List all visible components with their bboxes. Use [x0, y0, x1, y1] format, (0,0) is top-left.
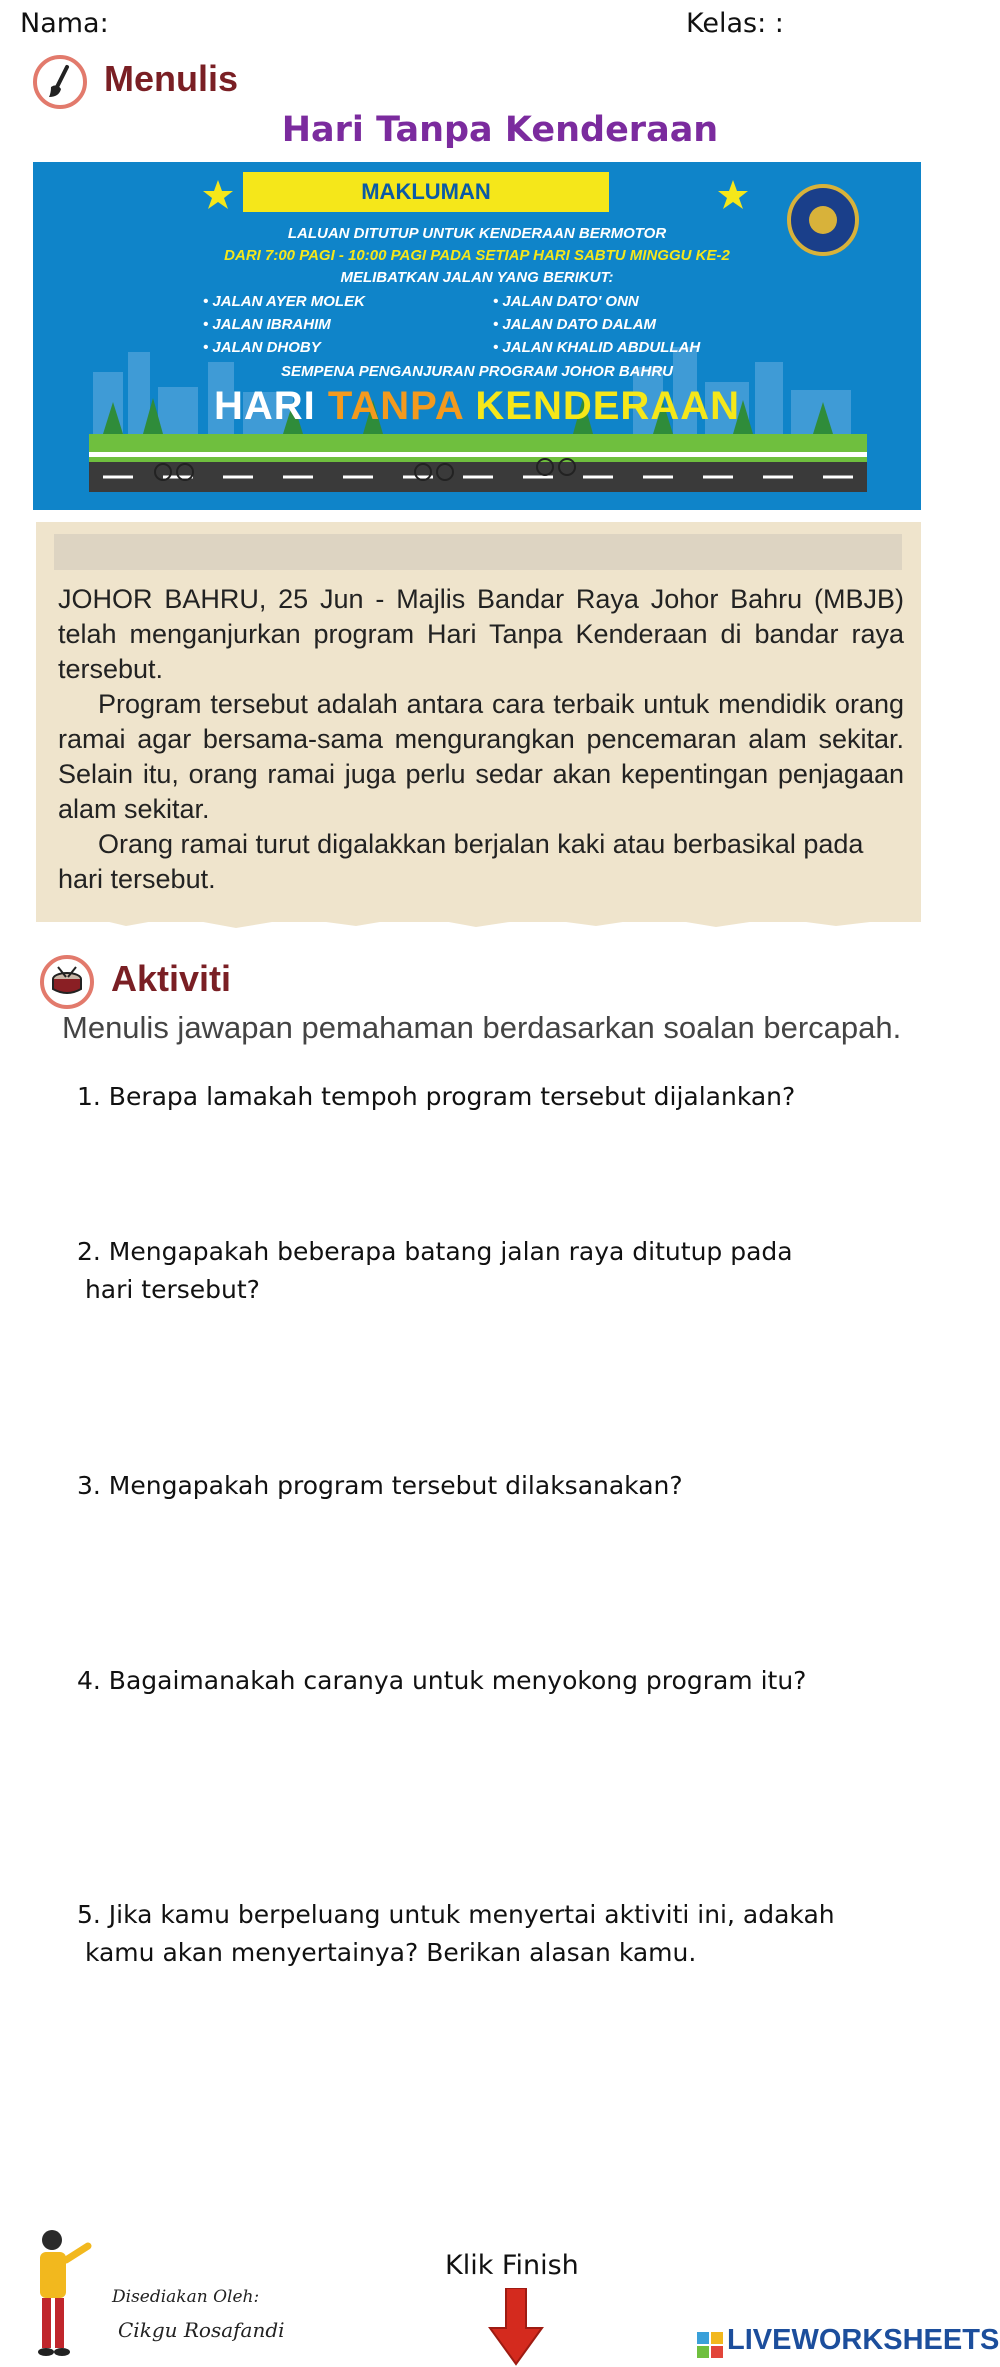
road-item: • JALAN DATO DALAM [493, 316, 657, 333]
banner-headline: HARI TANPA KENDERAAN [214, 384, 740, 428]
banner-line-4: SEMPENA PENGANJURAN PROGRAM JOHOR BAHRU [281, 363, 673, 380]
drum-icon [40, 955, 94, 1009]
klik-finish-label: Klik Finish [445, 2250, 579, 2281]
article-paragraph-2: Program tersebut adalah antara cara terbaik untuk mendidik orang ramai agar bersama-sama mengurangkan pencemaran alam sekitar. Selain itu, orang ramai juga perlu sedar akan kepentingan penjagaan alam sekitar. [58, 689, 904, 824]
article-paragraph-1: JOHOR BAHRU, 25 Jun - Majlis Bandar Raya Johor Bahru (MBJB) telah menganjurkan program Hari Tanpa Kenderaan di bandar raya tersebut. [58, 584, 904, 684]
road-item: • JALAN KHALID ABDULLAH [493, 339, 701, 356]
page-title: Hari Tanpa Kenderaan [281, 110, 719, 150]
liveworksheets-logo-icon [697, 2332, 723, 2362]
question-5: 5. Jika kamu berpeluang untuk menyertai aktiviti ini, adakah kamu akan menyertainya? Berikan alasan kamu. [77, 1900, 835, 1967]
liveworksheets-brand: LIVEWORKSHEETS [727, 2324, 1000, 2356]
makluman-banner [33, 162, 921, 510]
instruction-text: Menulis jawapan pemahaman berdasarkan soalan bercapah. [62, 1010, 902, 1045]
article-body [58, 582, 904, 897]
answer-area-1[interactable] [77, 1125, 927, 1215]
answer-area-3[interactable] [77, 1515, 927, 1635]
answer-area-5[interactable] [77, 1985, 927, 2185]
arrow-down-icon[interactable] [488, 2288, 544, 2366]
banner-line-1: LALUAN DITUTUP UNTUK KENDERAAN BERMOTOR [287, 225, 667, 242]
article-paragraph-3: Orang ramai turut digalakkan berjalan kaki atau berbasikal pada hari tersebut. [58, 829, 864, 894]
teacher-illustration [28, 2228, 108, 2364]
answer-area-2[interactable] [77, 1320, 927, 1440]
road-item: • JALAN DATO' ONN [493, 293, 639, 310]
signature-label: Disediakan Oleh: [112, 2287, 260, 2307]
question-3: 3. Mengapakah program tersebut dilaksanakan? [77, 1471, 683, 1500]
kelas-label: Kelas: : [686, 8, 784, 39]
road-item: • JALAN IBRAHIM [203, 316, 331, 333]
signature-name: Cikgu Rosafandi [118, 2318, 285, 2342]
brush-icon [33, 55, 87, 109]
question-4: 4. Bagaimanakah caranya untuk menyokong program itu? [77, 1666, 807, 1695]
banner-line-3: MELIBATKAN JALAN YANG BERIKUT: [340, 269, 614, 286]
aktiviti-title: Aktiviti [111, 958, 232, 999]
question-1: 1. Berapa lamakah tempoh program tersebut dijalankan? [77, 1082, 796, 1111]
news-article [36, 522, 921, 922]
nama-label: Nama: [20, 8, 109, 39]
answer-area-4[interactable] [77, 1710, 927, 1870]
road-item: • JALAN AYER MOLEK [203, 293, 365, 310]
question-2: 2. Mengapakah beberapa batang jalan raya ditutup pada hari tersebut? [77, 1237, 793, 1304]
makluman-ribbon: MAKLUMAN [243, 172, 609, 212]
banner-line-2: DARI 7:00 PAGI - 10:00 PAGI PADA SETIAP HARI SABTU MINGGU KE-2 [224, 247, 730, 264]
road-item: • JALAN DHOBY [203, 339, 321, 356]
menulis-title: Menulis [104, 58, 239, 99]
banner-scenery [33, 162, 921, 510]
